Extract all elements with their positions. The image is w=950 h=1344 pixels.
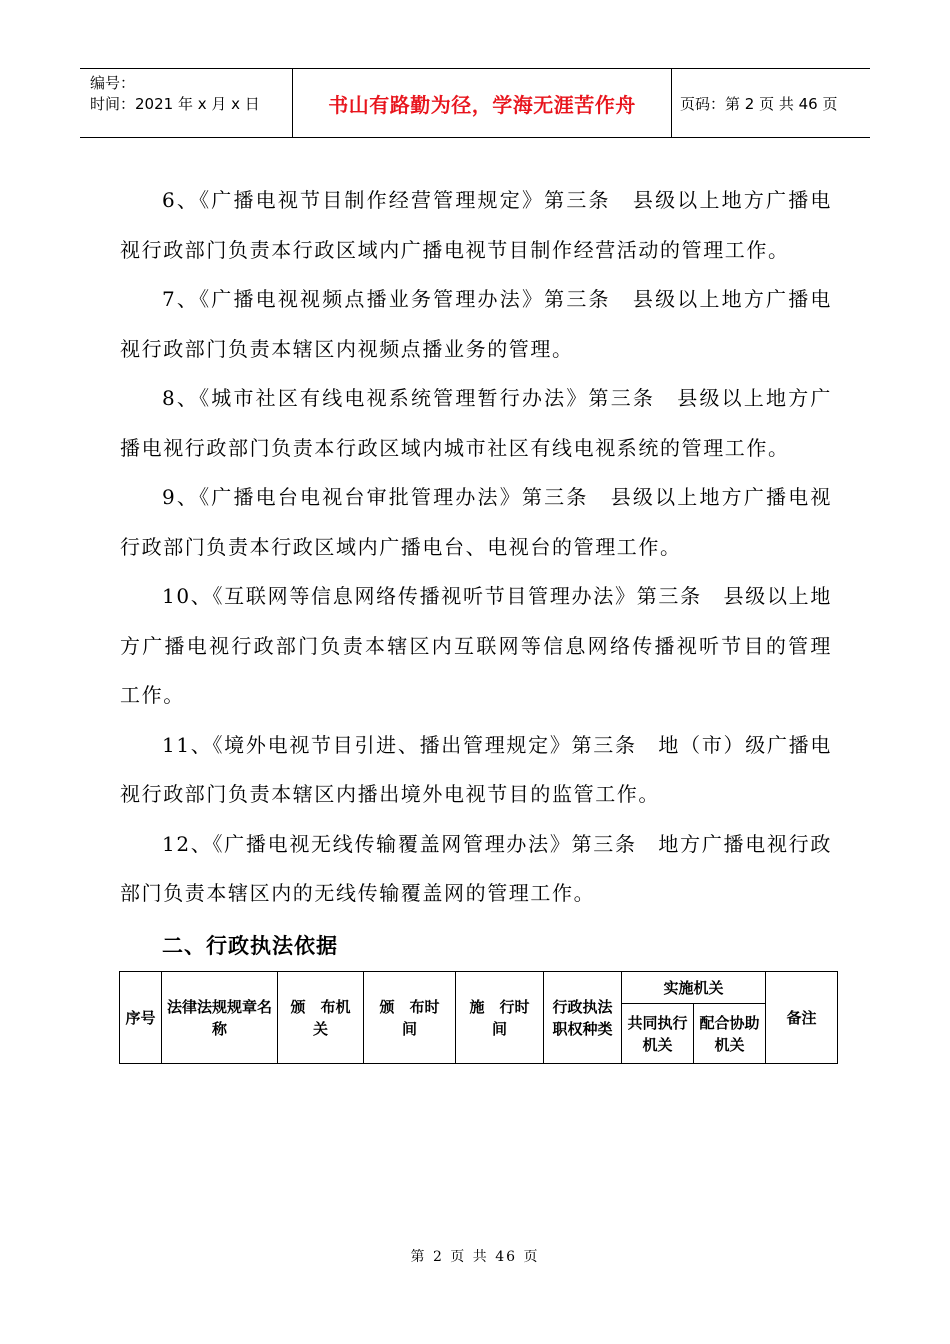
header-power-type: 行政执法职权种类 xyxy=(544,972,622,1064)
header-law-name: 法律法规规章名称 xyxy=(162,972,278,1064)
header-remark: 备注 xyxy=(766,972,838,1064)
paragraph: 12、《广播电视无线传输覆盖网管理办法》第三条 地方广播电视行政部门负责本辖区内的无线传输覆盖网的管理工作。 xyxy=(120,831,832,905)
page-footer: 第 2 页 共 46 页 xyxy=(410,1249,540,1265)
enforcement-basis-table xyxy=(119,971,838,1064)
paragraph: 8、《城市社区有线电视系统管理暂行办法》第三条 县级以上地方广播电视行政部门负责本行政区域内城市社区有线电视系统的管理工作。 xyxy=(120,386,832,460)
header-joint-agency: 共同执行机关 xyxy=(622,1004,694,1064)
header-impl-agency: 实施机关 xyxy=(622,972,766,1004)
header-page-info: 页码：第 2 页 共 46 页 xyxy=(680,94,838,113)
number-label: 编号： xyxy=(90,74,136,92)
header-issuer: 颁 布机 关 xyxy=(278,972,364,1064)
header-issue-time: 颁 布时 间 xyxy=(364,972,456,1064)
paragraph: 7、《广播电视视频点播业务管理办法》第三条 县级以上地方广播电视行政部门负责本辖区内视频点播业务的管理。 xyxy=(120,287,832,361)
header-assist-agency: 配合协助机关 xyxy=(694,1004,766,1064)
paragraph: 9、《广播电台电视台审批管理办法》第三条 县级以上地方广播电视行政部门负责本行政区域内广播电台、电视台的管理工作。 xyxy=(120,485,832,559)
header-serial: 序号 xyxy=(120,972,162,1064)
section-heading: 二、行政执法依据 xyxy=(162,934,338,958)
paragraph: 10、《互联网等信息网络传播视听节目管理办法》第三条 县级以上地方广播电视行政部门负责本辖区内互联网等信息网络传播视听节目的管理工作。 xyxy=(120,584,832,707)
time-label: 时间：2021 年 x 月 x 日 xyxy=(90,95,260,113)
paragraph: 6、《广播电视节目制作经营管理规定》第三条 县级以上地方广播电视行政部门负责本行政区域内广播电视节目制作经营活动的管理工作。 xyxy=(120,188,832,262)
paragraph: 11、《境外电视节目引进、播出管理规定》第三条 地（市）级广播电视行政部门负责本辖区内播出境外电视节目的监管工作。 xyxy=(120,732,832,806)
body-content xyxy=(120,176,832,919)
header-effective-time: 施 行时 间 xyxy=(456,972,544,1064)
header-meta xyxy=(80,69,293,137)
header-motto: 书山有路勤为径，学海无涯苦作舟 xyxy=(293,69,672,137)
page-header xyxy=(80,68,870,138)
